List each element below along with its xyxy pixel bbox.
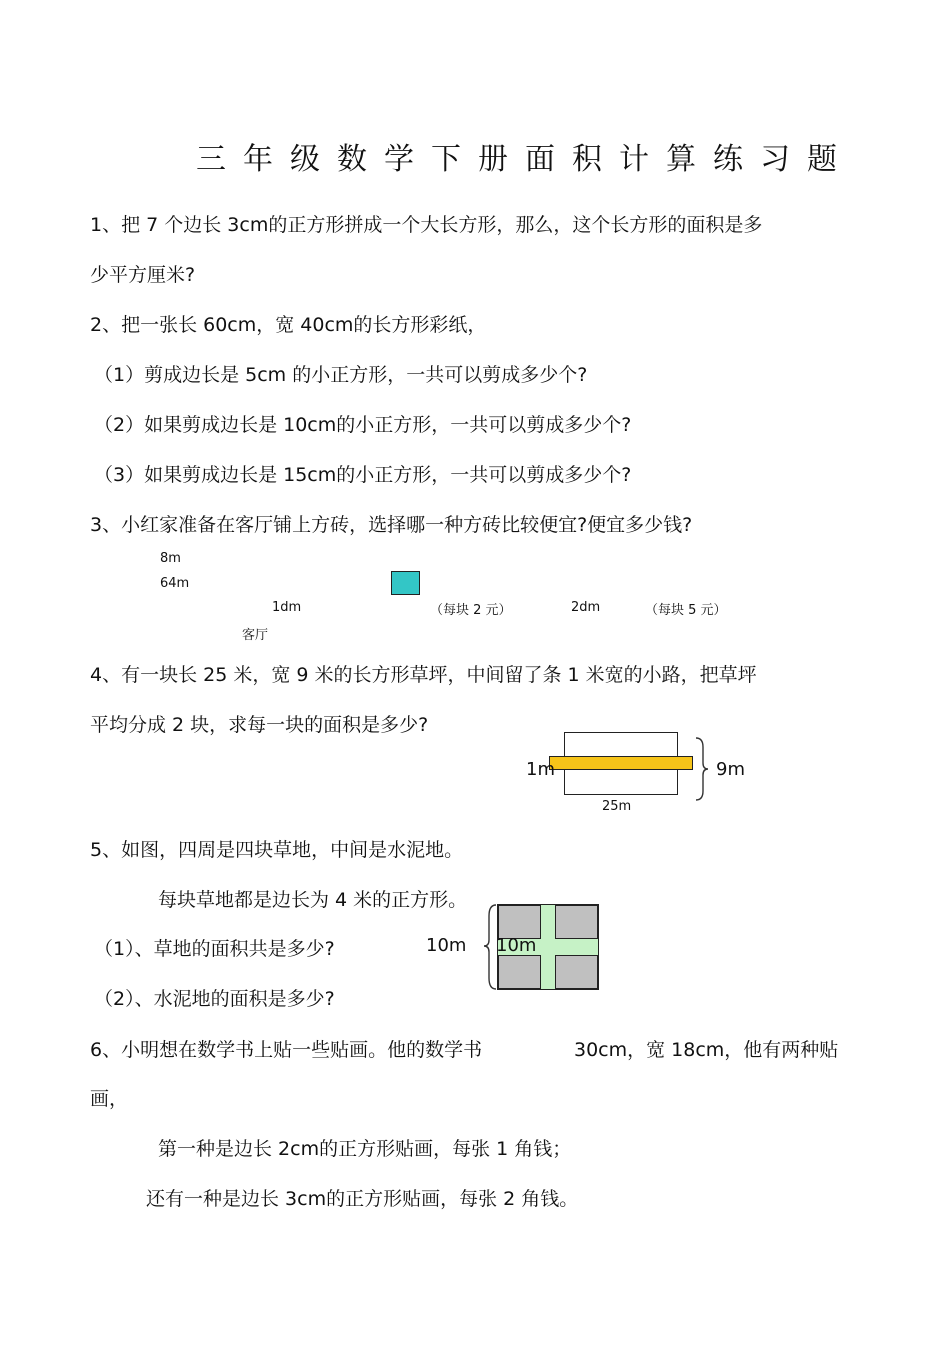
label-10m-outer: 10m bbox=[426, 935, 467, 956]
question-6-sticker-2: 还有一种是边长 3cm的正方形贴画，每张 2 角钱。 bbox=[146, 1188, 579, 1210]
tile-swatch bbox=[391, 571, 420, 595]
question-6-book-size: 30cm，宽 18cm，他有两种贴 bbox=[574, 1039, 839, 1061]
question-3: 3、小红家准备在客厅铺上方砖，选择哪一种方砖比较便宜?便宜多少钱? bbox=[90, 514, 693, 536]
label-2dm: 2dm bbox=[571, 600, 601, 615]
question-1-line-2: 少平方厘米? bbox=[90, 264, 196, 286]
label-living-room: 客厅 bbox=[242, 628, 269, 643]
tile-2-price: （每块 5 元） bbox=[645, 603, 727, 618]
label-64m: 64m bbox=[160, 576, 190, 591]
label-25m: 25m bbox=[602, 799, 632, 814]
road-strip bbox=[549, 756, 693, 770]
page-title: 三年级数学下册面积计算练习题 bbox=[196, 142, 854, 177]
question-5-info: 每块草地都是边长为 4 米的正方形。 bbox=[158, 889, 468, 911]
question-2: 2、把一张长 60cm，宽 40cm的长方形彩纸， bbox=[90, 314, 487, 336]
question-4-line-1: 4、有一块长 25 米，宽 9 米的长方形草坪，中间留了条 1 米宽的小路，把草坪 bbox=[90, 664, 757, 686]
question-6-sticker-1: 第一种是边长 2cm的正方形贴画，每张 1 角钱； bbox=[158, 1138, 572, 1160]
question-6-line-2: 画， bbox=[90, 1088, 129, 1110]
question-5-part-2: （2）、水泥地的面积是多少? bbox=[94, 988, 335, 1010]
label-10m-inner: 10m bbox=[496, 935, 537, 956]
grass-plot-bottom-right bbox=[555, 955, 598, 989]
question-6-line-1: 6、小明想在数学书上贴一些贴画。他的数学书 bbox=[90, 1039, 483, 1061]
grass-plot-bottom-left bbox=[498, 955, 541, 989]
grass-plot-top-right bbox=[555, 905, 598, 939]
label-8m: 8m bbox=[160, 551, 181, 566]
label-9m: 9m bbox=[716, 759, 745, 780]
question-2-part-2: （2）如果剪成边长是 10cm的小正方形，一共可以剪成多少个? bbox=[94, 414, 632, 436]
question-4-line-2: 平均分成 2 块，求每一块的面积是多少? bbox=[90, 714, 429, 736]
question-2-part-1: （1）剪成边长是 5cm 的小正方形，一共可以剪成多少个? bbox=[94, 364, 588, 386]
question-5-part-1: （1）、草地的面积共是多少? bbox=[94, 938, 335, 960]
brace-9m-icon bbox=[694, 737, 710, 801]
label-1dm: 1dm bbox=[272, 600, 302, 615]
tile-1-price: （每块 2 元） bbox=[430, 603, 512, 618]
question-2-part-3: （3）如果剪成边长是 15cm的小正方形，一共可以剪成多少个? bbox=[94, 464, 632, 486]
label-1m: 1m bbox=[526, 759, 555, 780]
grass-plot-top-left bbox=[498, 905, 541, 939]
question-5: 5、如图，四周是四块草地，中间是水泥地。 bbox=[90, 839, 464, 861]
question-1-line-1: 1、把 7 个边长 3cm的正方形拼成一个大长方形，那么，这个长方形的面积是多 bbox=[90, 214, 763, 236]
